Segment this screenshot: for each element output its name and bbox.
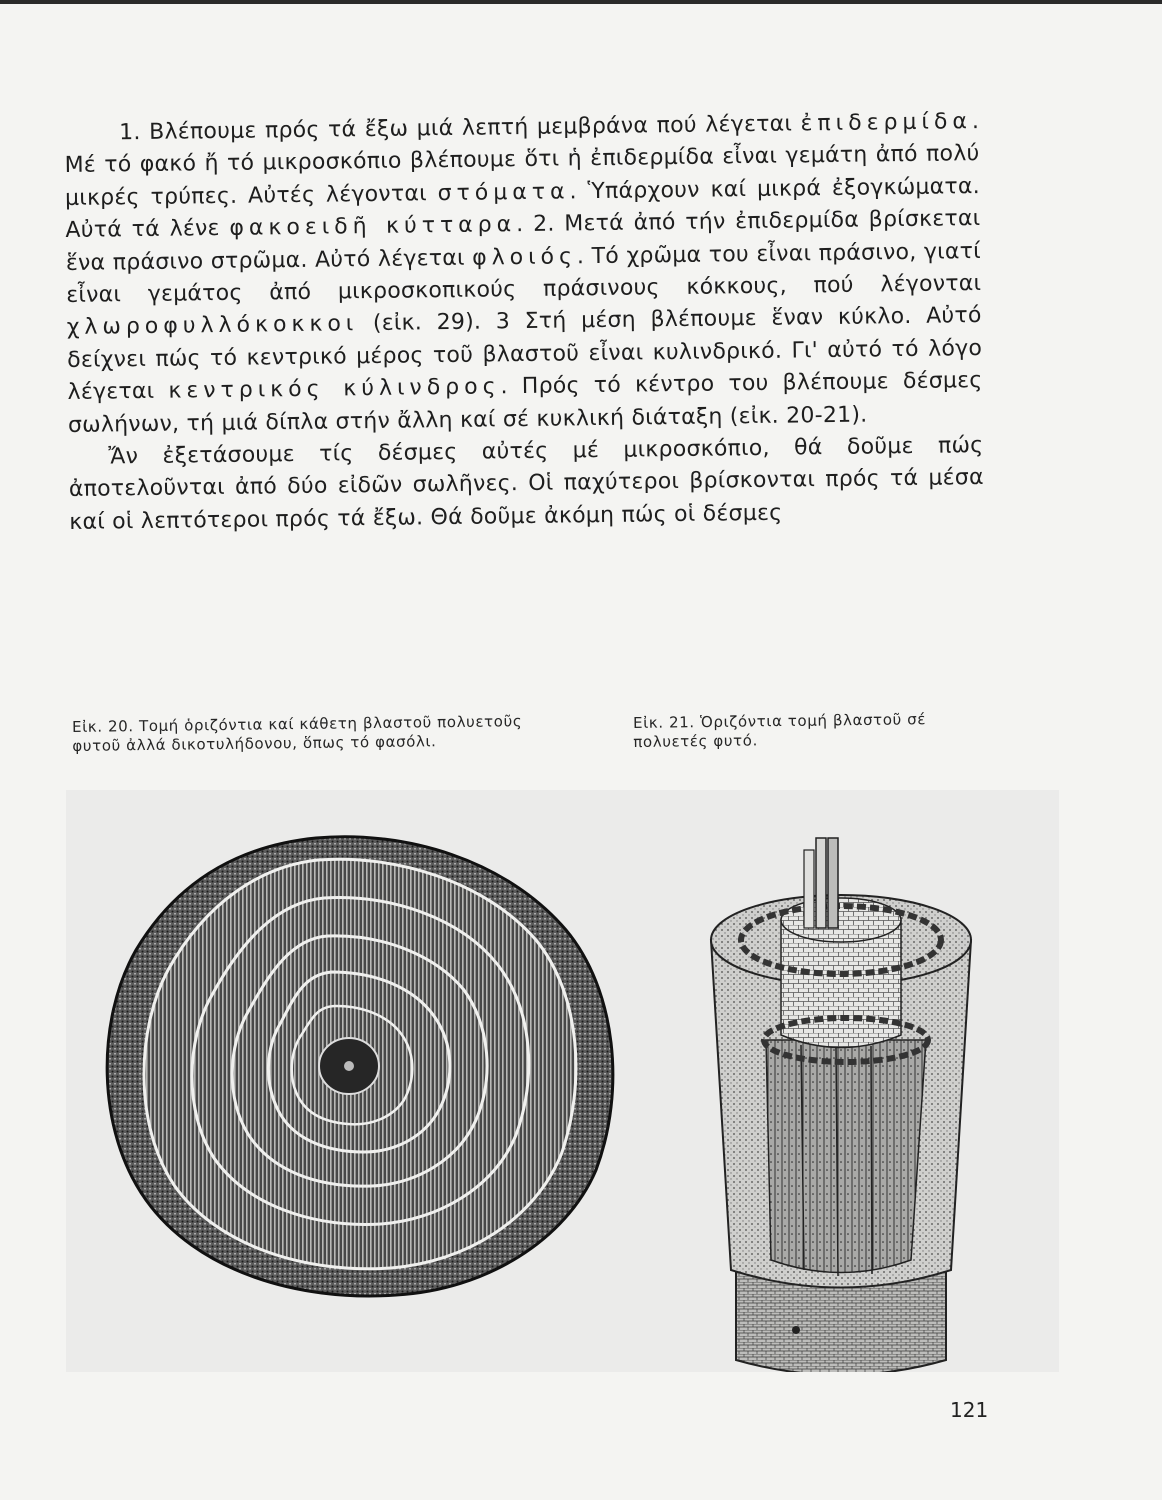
caption-figure-20: Εἰκ. 20. Τομή ὁριζόντια καί κάθετη βλαστοῦ πολυετοῦς φυτοῦ ἀλλά δικοτυλήδονου, ὅπως τό φασόλι. <box>72 712 523 755</box>
term-epidermis: ἐπιδερμίδα <box>800 109 973 137</box>
paragraph-1 <box>64 106 983 442</box>
term-cortex: φλοιός <box>471 243 578 271</box>
term-lenticels: φακοειδῆ κύτταρα <box>229 212 517 242</box>
text-run: (εἰκ. 29). 3 Στή μέση βλέπουμε ἕναν κύκλο. Αὐτό δείχνει πώς τό κεντρικό μέρος τοῦ βλαστοῦ εἶναι κυλινδρικό. Γι' αὐτό τό λόγο λέγεται <box>67 303 983 406</box>
figure-illustrations <box>66 790 1059 1372</box>
text-run: . Μέ τό φακό ἤ τό μικροσκόπιο βλέπουμε ὅτι ἡ ἐπιδερμίδα εἶναι γεμάτη ἀπό πολύ μικρές τρύπες. Αὐτές λέγονται <box>64 109 980 211</box>
stem-3d-illustration <box>711 838 971 1372</box>
term-central-cylinder: κεντρικός κύλινδρος <box>168 374 501 404</box>
text-run: . Τό χρῶμα του εἶναι πράσινο, γιατί εἶναι γεμάτος ἀπό μικροσκοπικούς πράσινους κόκκους, πού λέγονται <box>66 238 982 309</box>
figure-panel <box>66 790 1059 1372</box>
page-number: 121 <box>950 1398 989 1422</box>
caption-figure-21: Εἰκ. 21. Ὁριζόντια τομή βλαστοῦ σέ πολυετές φυτό. <box>633 710 927 751</box>
paragraph-2: Ἄν ἐξετάσουμε τίς δέσμες αὐτές μέ μικροσκόπιο, θά δοῦμε πώς ἀποτελοῦνται ἀπό δύο εἰδῶν σωλῆνες. Οἱ παχύτεροι βρίσκονται πρός τά μέσα καί οἱ λεπτότεροι πρός τά ἔξω. Θά δοῦμε ἀκόμη πώς οἱ δέσμες <box>68 433 984 535</box>
text-run: 1. Βλέπουμε πρός τά ἔξω μιά λεπτή μεμβράνα πού λέγεται <box>119 111 801 146</box>
text-run: . 2. Μετά ἀπό τήν ἐπιδερμίδα βρίσκεται ἕνα πράσινο στρῶμα. Αὐτό λέγεται <box>65 206 981 276</box>
cross-section-illustration <box>107 837 613 1296</box>
text-run: . Ὑπάρχουν καί μικρά ἐξογκώματα. Αὐτά τά λένε <box>65 173 981 244</box>
body-text <box>64 106 984 539</box>
top-rule <box>0 0 1162 4</box>
term-stomata: στόματα <box>437 179 570 206</box>
text-run: . Πρός τό κέντρο του βλέπουμε δέσμες σωλήνων, τή μιά δίπλα στήν ἄλλη καί σέ κυκλική διάταξη (εἰκ. 20-21). <box>67 368 983 438</box>
term-chloroplasts: χλωροφυλλόκοκκοι <box>66 311 359 341</box>
